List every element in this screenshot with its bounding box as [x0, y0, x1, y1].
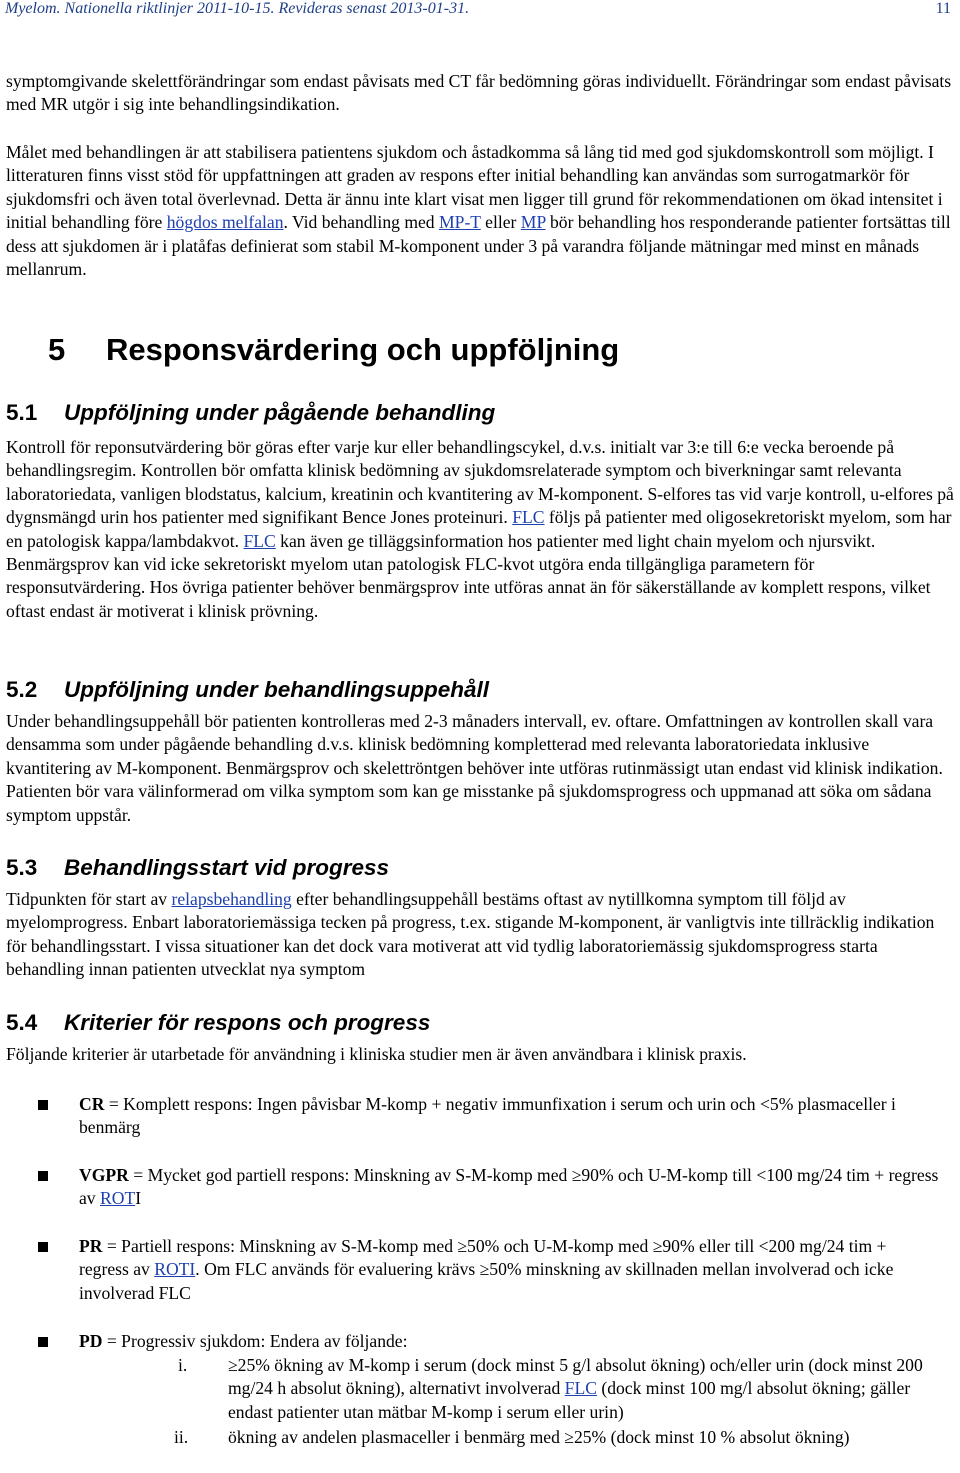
- intro-text-1: symptomgivande skelettförändringar som endast påvisats med CT får bedömning göras individuellt. Förändringar som endast påvisats med MR utgör i sig inte behandlingsindikation.: [6, 71, 952, 115]
- section-5-3-paragraph: [6, 888, 954, 982]
- section-5-3-number: 5.3: [6, 855, 38, 880]
- header-title: Myelom. Nationella riktlinjer 2011-10-15. Revideras senast 2013-01-31.: [5, 0, 470, 17]
- page-header: [5, 0, 951, 18]
- sub-item-ii: ökning av andelen plasmaceller i benmärg med ≥25% (dock minst 10 % absolut ökning): [228, 1427, 850, 1447]
- s53-text-a: Tidpunkten för start av: [6, 889, 172, 909]
- section-5-1-number: 5.1: [6, 400, 38, 425]
- bullet-square-pr: [38, 1242, 48, 1252]
- link-hogdos-melfalan[interactable]: högdos melfalan: [166, 212, 284, 233]
- link-relapsbehandling[interactable]: relapsbehandling: [171, 889, 292, 909]
- pr-end: . Om FLC används för evaluering krävs ≥50% minskning av skillnaden mellan involverad och icke involverad FLC: [79, 1259, 894, 1303]
- section-5-2-number: 5.2: [6, 677, 38, 702]
- sub-item-i: [228, 1354, 948, 1424]
- section-5-4-intro: Följande kriterier är utarbetade för användning i kliniska studier men är även användbara i klinisk praxis.: [6, 1044, 747, 1064]
- section-5-3-heading: [6, 853, 389, 883]
- intro-text-2a: Målet med behandlingen är att stabilisera patientens sjukdom och åstadkomma så lång tid med god sjukdomskontroll som möjligt. I litteraturen finns visst stöd för uppfattningen att graden av respons efter initial behandling kan användas som surrogatmarkör för sjukdomsfri och även total överlevnad. Detta är ännu inte klart visat men ligger till grund för rekommendationen om ökad intensitet i initial behandling före: [6, 142, 943, 233]
- page-number: 11: [935, 0, 951, 17]
- intro-text-2c: eller: [480, 212, 521, 233]
- link-flc-2[interactable]: FLC: [243, 530, 276, 551]
- sub-i-text-b: (dock minst 100 mg/l absolut ökning; gäller endast patienter utan mätbar M-komp i serum eller urin): [228, 1378, 911, 1422]
- intro-paragraph-1: [6, 70, 954, 117]
- link-roti[interactable]: ROTI: [154, 1259, 196, 1280]
- sub-item-i-number: i.: [178, 1355, 188, 1375]
- link-mp-t[interactable]: MP-T: [439, 212, 481, 233]
- s52-text: Under behandlingsuppehåll bör patienten kontrolleras med 2-3 månaders intervall, ev. oftare. Omfattningen av kontrollen skall vara densamma som under pågående behandling d.v.s. klinisk bedömning kompletterad med relevanta laboratoriedata inklusive kvantitering av M-komponent. Benmärgsprov och skelettröntgen behöver inte utföras rutinmässigt utan endast vid klinisk indikation. Patienten bör vara välinformerad om vilka symptom som kan ge misstanke på sjukdomsprogress och uppmanad att söka om sådana symptom uppstår.: [6, 711, 943, 825]
- s51-text-c: kan även ge tilläggsinformation hos patienter med light chain myelom och njursvikt. Benmärgsprov kan vid icke sekretoriskt myelom utan patologisk FLC-kvot utgöra enda tillgängliga parametern för responsutvärdering. Hos övriga patienter behöver benmärgsprov inte utföras annat än för säkerställande av komplett respons, vilket oftast endast är motiverat i klinisk prövning.: [6, 530, 931, 621]
- criteria-item-cr: [79, 1093, 939, 1140]
- bullet-square-pd: [38, 1337, 48, 1347]
- s53-text-b: efter behandlingsuppehåll bestäms oftast av nytillkomna symptom till följd av myelomprogress. Enbart laboratoriemässiga tecken på progress, t.ex. stigande M-komponent, är vanligtvis inte tillräcklig indikation för behandlingsstart. I vissa situationer kan det dock vara motiverat att vid tydlig laboratoriemässig sjukdomsprogress starta behandling innan patienten utvecklat nya symptom: [6, 889, 935, 980]
- section-5-1-heading: [6, 398, 495, 428]
- section-5-number: 5: [48, 332, 66, 367]
- criteria-item-vgpr: [79, 1164, 939, 1211]
- criteria-item-pr: [79, 1235, 939, 1305]
- s51-text-b: följs på patienter med oligosekretoriskt myelom, som har en patologisk kappa/lambdakvot.: [6, 507, 952, 551]
- section-5-2-heading: [6, 675, 489, 705]
- intro-paragraph-2: [6, 141, 954, 281]
- section-5-4-number: 5.4: [6, 1010, 38, 1035]
- section-5-1-paragraph: [6, 436, 954, 623]
- pr-term: PR: [79, 1236, 103, 1256]
- section-5-3-title: Behandlingsstart vid progress: [64, 855, 390, 880]
- pr-text: = Partiell respons: Minskning av S-M-komp med ≥50% och U-M-komp med ≥90% eller till <200 mg/24 tim + regress av: [79, 1236, 887, 1280]
- intro-text-2d: bör behandling hos responderande patienter fortsättas till dess att sjukdomen är i platåfas definierat som stabil M-komponent under 3 på varandra följande mätningar med minst en månads mellanrum.: [6, 212, 951, 280]
- section-5-1-title: Uppföljning under pågående behandling: [64, 400, 496, 425]
- bullet-square-vgpr: [38, 1171, 48, 1181]
- cr-term: CR: [79, 1094, 105, 1114]
- section-5-4-title: Kriterier för respons och progress: [64, 1010, 431, 1035]
- vgpr-text: = Mycket god partiell respons: Minskning av S-M-komp med ≥90% och U-M-komp till <100 mg/24 tim + regress av: [79, 1165, 939, 1209]
- pd-text: = Progressiv sjukdom: Endera av följande:: [102, 1331, 408, 1351]
- bullet-square-cr: [38, 1100, 48, 1110]
- section-5-2-title: Uppföljning under behandlingsuppehåll: [64, 677, 489, 702]
- sub-item-ii-number: ii.: [174, 1427, 189, 1447]
- link-flc-3[interactable]: FLC: [564, 1378, 597, 1399]
- sub-i-text-a: ≥25% ökning av M-komp i serum (dock minst 5 g/l absolut ökning) och/eller urin (dock minst 200 mg/24 h absolut ökning), alternativt involverad: [228, 1355, 923, 1399]
- link-flc-1[interactable]: FLC: [512, 507, 545, 528]
- vgpr-term: VGPR: [79, 1165, 129, 1185]
- cr-text: = Komplett respons: Ingen påvisbar M-komp + negativ immunfixation i serum och urin och <5% plasmaceller i benmärg: [79, 1094, 896, 1138]
- link-rot[interactable]: ROT: [100, 1188, 136, 1209]
- section-5-heading: [48, 330, 619, 370]
- section-5-title: Responsvärdering och uppföljning: [106, 332, 620, 367]
- intro-text-2b: . Vid behandling med: [283, 212, 440, 233]
- section-5-2-paragraph: [6, 710, 954, 827]
- section-5-4-heading: [6, 1008, 430, 1038]
- s51-text-a: Kontroll för reponsutvärdering bör göras efter varje kur eller behandlingscykel, d.v.s. initialt var 3:e till 6:e vecka beroende på behandlingsregim. Kontrollen bör omfatta klinisk bedömning av sjukdomsrelaterade symptom och biverkningar samt relevanta laboratoriedata, vanligen blodstatus, kalcium, kreatinin och kvantitering av M-komponent. S-elfores tas vid varje kontroll, u-elfores på dygnsmängd urin hos patienter med signifikant Bence Jones proteinuri.: [6, 437, 954, 528]
- vgpr-end: I: [135, 1188, 142, 1209]
- pd-term: PD: [79, 1331, 103, 1351]
- link-mp[interactable]: MP: [520, 212, 546, 233]
- criteria-item-pd: [79, 1330, 939, 1353]
